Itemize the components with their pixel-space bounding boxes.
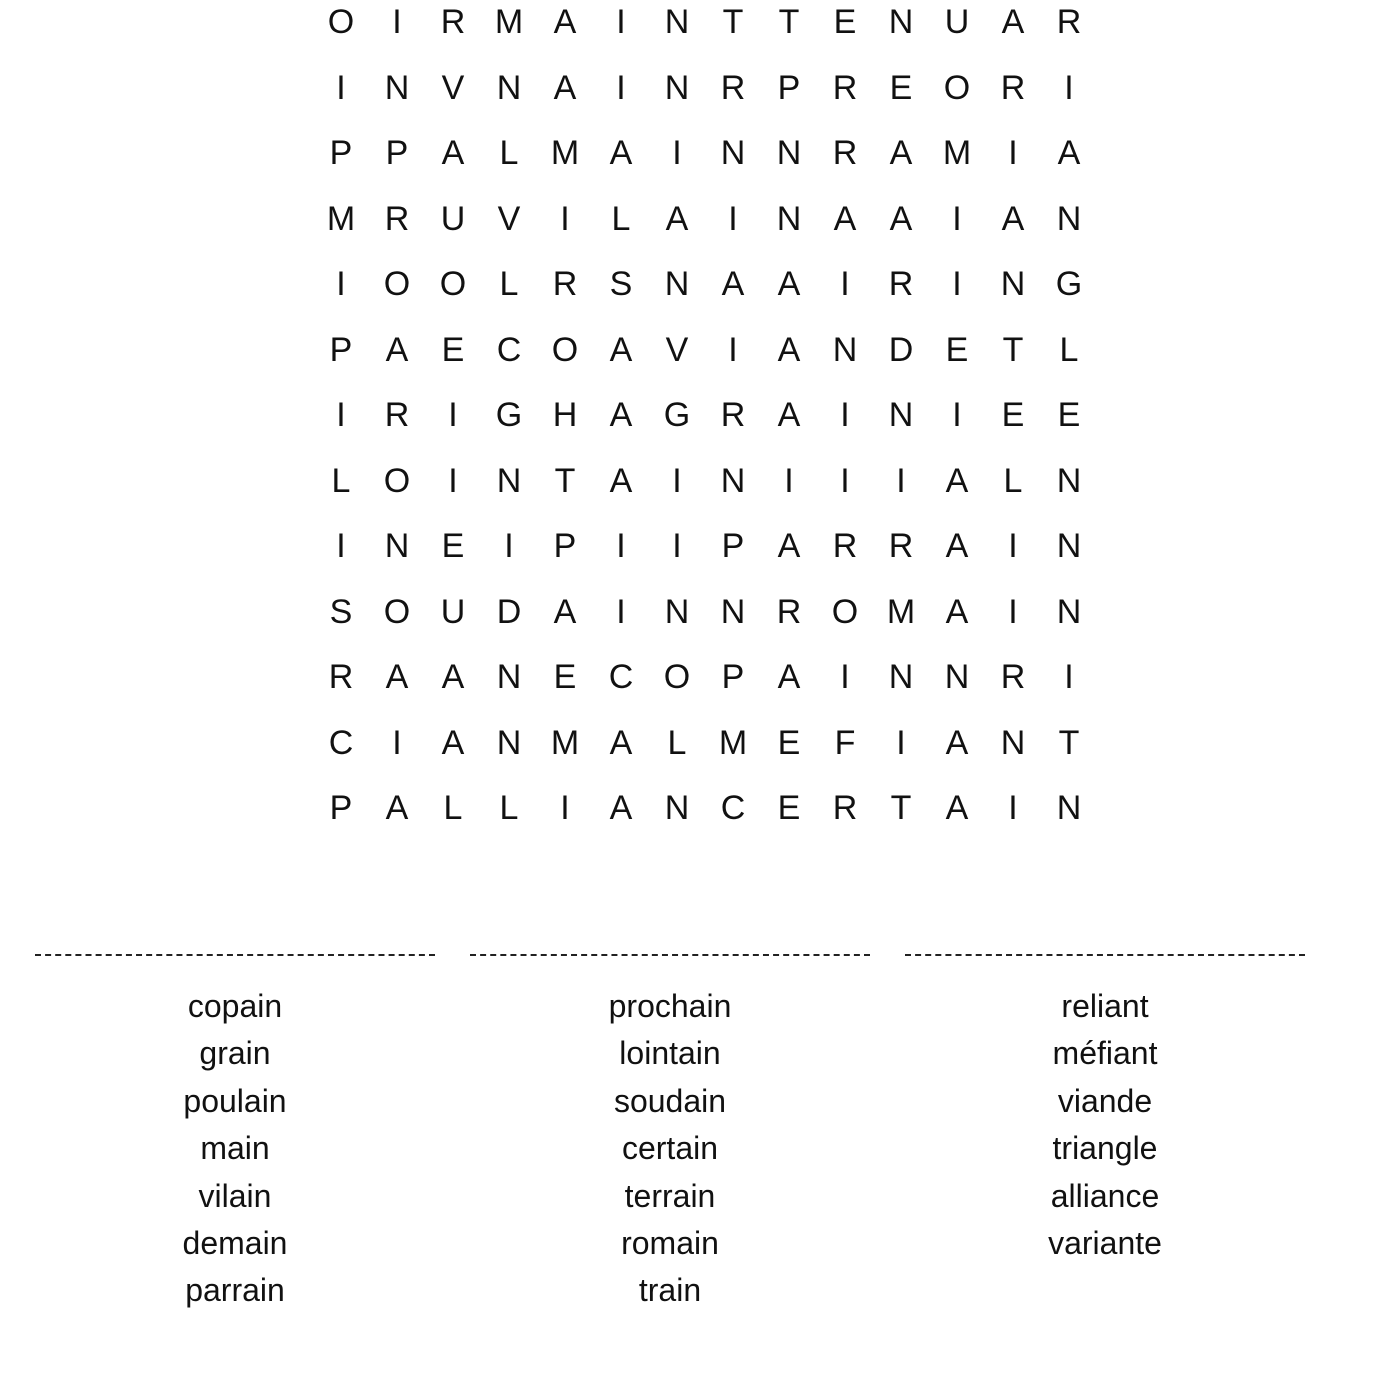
grid-letter: R: [1056, 3, 1082, 41]
grid-letter: N: [664, 265, 690, 303]
grid-letter: E: [441, 527, 465, 565]
grid-letter: A: [833, 199, 857, 238]
grid-letter: N: [1056, 461, 1082, 500]
grid-letter: N: [720, 461, 746, 500]
grid-letter: A: [945, 789, 969, 827]
word-item: poulain: [183, 1082, 287, 1119]
grid-letter: R: [888, 265, 914, 303]
grid-letter: I: [448, 461, 458, 500]
word-item: demain: [182, 1224, 288, 1261]
grid-letter: A: [609, 723, 633, 762]
dashed-divider: [905, 954, 1305, 956]
grid-letter: N: [776, 134, 802, 172]
grid-letter: A: [945, 461, 969, 500]
grid-letter: E: [777, 723, 801, 762]
grid-letter: I: [840, 265, 850, 303]
grid-letter: I: [616, 3, 626, 41]
grid-letter: P: [329, 134, 353, 172]
grid-letter: E: [553, 658, 577, 696]
grid-letter: R: [1000, 658, 1026, 696]
grid-letter: I: [560, 789, 570, 827]
grid-row: [313, 330, 1097, 370]
grid-letter: A: [777, 265, 801, 303]
word-item: alliance: [1050, 1177, 1160, 1214]
grid-letter: I: [1008, 592, 1018, 631]
grid-letter: N: [496, 461, 522, 500]
grid-letter: O: [383, 265, 411, 303]
grid-letter: M: [550, 134, 580, 172]
grid-letter: G: [1055, 265, 1083, 303]
grid-letter: I: [336, 396, 346, 434]
grid-letter: L: [611, 199, 631, 238]
grid-letter: T: [1002, 330, 1024, 369]
grid-letter: C: [608, 658, 634, 696]
word-item: terrain: [624, 1177, 716, 1214]
word-item: prochain: [608, 988, 732, 1024]
grid-letter: A: [609, 134, 633, 172]
grid-letter: A: [777, 527, 801, 565]
grid-letter: I: [728, 330, 738, 369]
grid-letter: N: [776, 199, 802, 238]
grid-row: [313, 592, 1097, 632]
grid-letter: A: [1001, 3, 1025, 41]
grid-letter: E: [945, 330, 969, 369]
grid-letter: O: [383, 461, 411, 500]
grid-letter: I: [952, 396, 962, 434]
grid-letter: O: [663, 658, 691, 696]
word-item: méfiant: [1052, 1035, 1158, 1072]
grid-letter: A: [553, 3, 577, 41]
grid-letter: I: [840, 461, 850, 500]
grid-letter: E: [441, 330, 465, 369]
grid-letter: A: [721, 265, 745, 303]
grid-letter: D: [888, 330, 914, 369]
grid-letter: I: [952, 199, 962, 238]
grid-letter: A: [945, 592, 969, 631]
grid-letter: C: [496, 330, 522, 369]
dashed-divider: [470, 954, 870, 956]
grid-letter: R: [720, 396, 746, 434]
grid-letter: I: [616, 527, 626, 565]
grid-letter: R: [384, 199, 410, 238]
grid-letter: L: [331, 461, 351, 500]
grid-row: [313, 461, 1097, 501]
grid-letter: A: [385, 658, 409, 696]
grid-letter: M: [718, 723, 748, 762]
grid-letter: I: [392, 723, 402, 762]
grid-letter: A: [945, 723, 969, 762]
grid-letter: A: [385, 330, 409, 369]
grid-letter: R: [776, 592, 802, 631]
word-item: variante: [1048, 1224, 1162, 1261]
grid-letter: P: [329, 330, 353, 369]
grid-letter: A: [609, 461, 633, 500]
grid-letter: M: [326, 199, 356, 238]
grid-letter: I: [840, 658, 850, 696]
grid-letter: V: [441, 68, 465, 107]
grid-letter: E: [889, 68, 913, 107]
grid-letter: P: [777, 68, 801, 107]
grid-letter: N: [496, 658, 522, 696]
grid-row: [313, 526, 1097, 566]
grid-letter: N: [1056, 527, 1082, 565]
grid-letter: N: [720, 134, 746, 172]
grid-letter: R: [720, 68, 746, 107]
grid-letter: S: [609, 265, 633, 303]
grid-letter: R: [384, 396, 410, 434]
grid-letter: O: [439, 265, 467, 303]
grid-letter: N: [888, 3, 914, 41]
grid-letter: A: [777, 396, 801, 434]
grid-row: [313, 133, 1097, 173]
grid-letter: O: [551, 330, 579, 369]
grid-row: [313, 199, 1097, 239]
grid-letter: I: [504, 527, 514, 565]
grid-letter: I: [616, 592, 626, 631]
grid-letter: O: [943, 68, 971, 107]
grid-letter: U: [440, 199, 466, 238]
grid-letter: G: [663, 396, 691, 434]
grid-letter: L: [443, 789, 463, 827]
grid-letter: R: [328, 658, 354, 696]
grid-letter: A: [553, 592, 577, 631]
grid-letter: M: [886, 592, 916, 631]
grid-letter: P: [721, 527, 745, 565]
grid-letter: I: [336, 265, 346, 303]
grid-row: [313, 657, 1097, 697]
grid-row: [313, 264, 1097, 304]
grid-letter: N: [888, 658, 914, 696]
word-list: [905, 983, 1305, 1267]
grid-letter: N: [1056, 199, 1082, 238]
grid-letter: I: [952, 265, 962, 303]
grid-letter: F: [834, 723, 856, 762]
grid-letter: N: [496, 723, 522, 762]
grid-letter: R: [832, 68, 858, 107]
grid-letter: E: [777, 789, 801, 827]
grid-letter: I: [1064, 658, 1074, 696]
grid-letter: N: [664, 789, 690, 827]
grid-letter: N: [720, 592, 746, 631]
grid-letter: S: [329, 592, 353, 631]
grid-letter: A: [441, 134, 465, 172]
grid-letter: I: [728, 199, 738, 238]
grid-letter: A: [665, 199, 689, 238]
grid-letter: T: [890, 789, 912, 827]
grid-letter: I: [616, 68, 626, 107]
grid-letter: I: [1008, 789, 1018, 827]
grid-letter: A: [441, 658, 465, 696]
grid-row: [313, 2, 1097, 42]
grid-letter: A: [553, 68, 577, 107]
grid-letter: N: [944, 658, 970, 696]
grid-letter: R: [552, 265, 578, 303]
grid-letter: M: [494, 3, 524, 41]
grid-letter: T: [722, 3, 744, 41]
grid-row: [313, 788, 1097, 828]
grid-letter: I: [672, 461, 682, 500]
grid-letter: T: [554, 461, 576, 500]
grid-letter: L: [499, 789, 519, 827]
grid-letter: E: [1001, 396, 1025, 434]
grid-letter: N: [888, 396, 914, 434]
word-item: vilain: [198, 1177, 272, 1214]
grid-letter: R: [440, 3, 466, 41]
dashed-divider: [35, 954, 435, 956]
grid-letter: A: [609, 396, 633, 434]
grid-letter: N: [496, 68, 522, 107]
grid-letter: N: [1000, 723, 1026, 762]
grid-letter: L: [499, 134, 519, 172]
grid-letter: N: [664, 592, 690, 631]
grid-letter: T: [778, 3, 800, 41]
grid-letter: N: [664, 68, 690, 107]
grid-letter: R: [1000, 68, 1026, 107]
grid-letter: C: [720, 789, 746, 827]
grid-letter: H: [552, 396, 578, 434]
grid-letter: A: [385, 789, 409, 827]
grid-letter: L: [499, 265, 519, 303]
grid-letter: I: [840, 396, 850, 434]
grid-letter: I: [1008, 134, 1018, 172]
grid-letter: U: [440, 592, 466, 631]
grid-letter: M: [942, 134, 972, 172]
grid-letter: I: [672, 527, 682, 565]
grid-letter: I: [336, 68, 346, 107]
word-list: [470, 983, 870, 1315]
grid-letter: D: [496, 592, 522, 631]
grid-letter: N: [1056, 592, 1082, 631]
word-item: viande: [1057, 1082, 1153, 1119]
grid-row: [313, 395, 1097, 435]
grid-letter: R: [832, 527, 858, 565]
grid-row: [313, 68, 1097, 108]
grid-letter: O: [327, 3, 355, 41]
grid-letter: P: [553, 527, 577, 565]
grid-letter: I: [896, 723, 906, 762]
grid-letter: A: [609, 789, 633, 827]
grid-letter: G: [495, 396, 523, 434]
grid-letter: V: [665, 330, 689, 369]
grid-letter: L: [1059, 330, 1079, 369]
word-item: certain: [621, 1130, 719, 1167]
grid-letter: A: [945, 527, 969, 565]
grid-letter: V: [497, 199, 521, 238]
grid-letter: P: [721, 658, 745, 696]
grid-letter: P: [329, 789, 353, 827]
word-item: reliant: [1061, 988, 1149, 1024]
grid-letter: A: [889, 199, 913, 238]
grid-letter: T: [1058, 723, 1080, 762]
grid-letter: N: [664, 3, 690, 41]
grid-letter: U: [944, 3, 970, 41]
word-list: [35, 983, 435, 1315]
grid-letter: I: [560, 199, 570, 238]
word-item: parrain: [185, 1272, 285, 1309]
grid-letter: R: [832, 789, 858, 827]
grid-letter: P: [385, 134, 409, 172]
grid-letter: A: [889, 134, 913, 172]
grid-letter: A: [1057, 134, 1081, 172]
grid-letter: N: [1056, 789, 1082, 827]
grid-letter: I: [1008, 527, 1018, 565]
grid-letter: L: [1003, 461, 1023, 500]
grid-letter: I: [448, 396, 458, 434]
word-item: copain: [187, 988, 283, 1024]
grid-letter: N: [384, 68, 410, 107]
grid-letter: E: [833, 3, 857, 41]
grid-letter: A: [777, 658, 801, 696]
grid-letter: C: [328, 723, 354, 762]
grid-letter: E: [1057, 396, 1081, 434]
word-item: triangle: [1052, 1130, 1158, 1167]
word-item: lointain: [619, 1035, 721, 1072]
grid-letter: L: [667, 723, 687, 762]
grid-letter: I: [672, 134, 682, 172]
word-item: main: [200, 1130, 270, 1167]
word-item: soudain: [613, 1082, 727, 1119]
grid-row: [313, 723, 1097, 763]
grid-letter: M: [550, 723, 580, 762]
grid-letter: O: [831, 592, 859, 631]
grid-letter: N: [832, 330, 858, 369]
word-item: grain: [199, 1035, 271, 1072]
grid-letter: R: [888, 527, 914, 565]
grid-letter: R: [832, 134, 858, 172]
grid-letter: A: [777, 330, 801, 369]
grid-letter: I: [1064, 68, 1074, 107]
grid-letter: N: [1000, 265, 1026, 303]
word-item: romain: [621, 1224, 719, 1261]
grid-letter: A: [1001, 199, 1025, 238]
grid-letter: I: [896, 461, 906, 500]
grid-letter: A: [609, 330, 633, 369]
grid-letter: I: [336, 527, 346, 565]
grid-letter: N: [384, 527, 410, 565]
letter-grid: [313, 0, 1097, 845]
grid-letter: I: [784, 461, 794, 500]
grid-letter: A: [441, 723, 465, 762]
grid-letter: I: [392, 3, 402, 41]
grid-letter: O: [383, 592, 411, 631]
word-item: train: [638, 1272, 702, 1309]
